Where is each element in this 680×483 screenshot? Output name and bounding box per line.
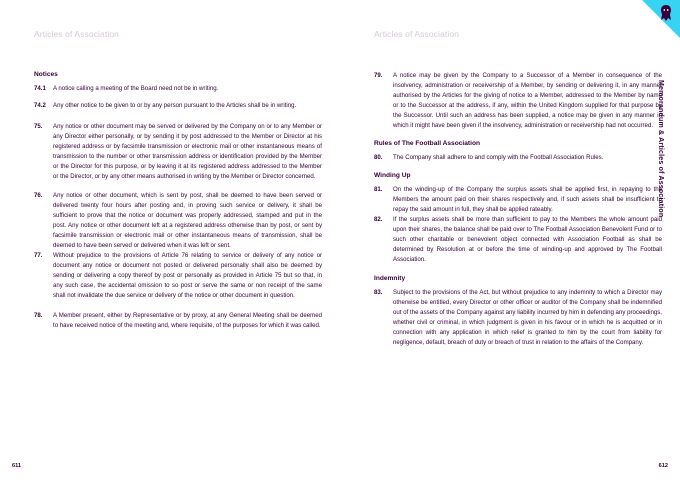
clause-text: Any notice or other document may be served or delivered by the Company on or to any Member or any Director either personally, or by sending it by post addressed to the Member or Director at his registered address or by facsimile transmission or electronic mail or other instantaneous means of transmission to the number or other transmission address or identification provided by the Member or the Director for this purpose, or by leaving it at its registered address addressed to the Member or the Director, or by any other means authorised in writing by the Member or Director concerned. — [53, 123, 322, 180]
clause-text: If the surplus assets shall be more than sufficient to pay to the Members the whole amount paid upon their shares, the balance shall be paid over to The Football Association Benevolent Fund or to such other charitable or benevolent object connected with Association Football as shall be determined by Resolution at or before the time of winding-up and approved by The Football Association. — [393, 216, 662, 263]
clause-77 — [34, 251, 322, 301]
clause-75 — [34, 122, 322, 182]
clause-number: 77. — [34, 252, 43, 259]
clause-76 — [34, 191, 322, 251]
page-number-left: 611 — [12, 463, 22, 469]
running-head-left: Articles of Association — [34, 29, 119, 39]
clause-79 — [374, 71, 662, 131]
right-content — [374, 71, 662, 348]
clause-74-1 — [34, 84, 322, 94]
heading-indemnity: Indemnity — [374, 275, 406, 282]
clause-text: A notice may be given by the Company to a Successor of a Member in consequence of the insolvency, administration or receivership of a Member, by sending or delivering it, in any manner authorised by the Articles for the giving of notice to a Member, addressed to the Member by name or to the Successor at the address, if any, within the United Kingdom supplied for that purpose by the Successor. Until such an address has been supplied, a notice may be given in any manner in which it might have been given if the insolvency, administration or receivership had not occurred. — [393, 72, 662, 129]
running-head-right: Articles of Association — [374, 29, 459, 39]
clause-text: A notice calling a meeting of the Board need not be in writing. — [53, 85, 219, 92]
heading-winding-up: Winding Up — [374, 172, 411, 179]
clause-83 — [374, 288, 662, 348]
clause-number: 83. — [374, 289, 383, 296]
clause-number: 78. — [34, 312, 43, 319]
clause-text: Any other notice to be given to or by any person pursuant to the Articles shall be in writing. — [53, 102, 297, 109]
clause-number: 81. — [374, 186, 383, 193]
clause-number: 74.1 — [34, 85, 46, 92]
side-title: Memorandum & Articles of Association — [657, 80, 664, 218]
clause-80 — [374, 153, 662, 163]
clause-74-2 — [34, 101, 322, 111]
clause-number: 75. — [34, 123, 43, 130]
left-content — [34, 71, 322, 331]
clause-81 — [374, 185, 662, 215]
clause-number: 79. — [374, 72, 383, 79]
clause-text: The Company shall adhere to and comply with the Football Association Rules. — [393, 154, 604, 161]
clause-text: Any notice or other document, which is sent by post, shall be deemed to have been served or delivered twenty four hours after posting and, in proving such service or delivery, it shall be sufficient to prove that the notice or document was properly addressed, stamped and put in the post. Any notice or other document left at a registered address otherwise than by post, or sent by facsimile transmission or electronic mail or other instantaneous means of transmission, shall be deemed to have been served or delivered when it was left or sent. — [53, 192, 322, 249]
right-page — [340, 0, 680, 483]
heading-notices: Notices — [34, 71, 58, 78]
clause-82 — [374, 215, 662, 265]
clause-text: On the winding-up of the Company the surplus assets shall be applied first, in repaying to the Members the amount paid on their shares respectively and, if such assets shall be insufficient to repay the said amount in full, they shall be applied rateably. — [393, 186, 662, 213]
heading-fa-rules: Rules of The Football Association — [374, 140, 480, 147]
clause-78 — [34, 311, 322, 331]
clause-number: 82. — [374, 216, 383, 223]
clause-number: 80. — [374, 154, 383, 161]
page-number-right: 612 — [658, 463, 668, 469]
clause-text: Subject to the provisions of the Act, but without prejudice to any indemnity to which a Director may otherwise be entitled, every Director or other officer or auditor of the Company shall be indemnified out of the assets of the Company against any liability incurred by him in defending any proceedings, whether civil or criminal, in which judgment is given in his favour or in which he is acquitted or in connection with any application in which relief is granted to him by the court from liability for negligence, default, breach of duty or breach of trust in relation to the affairs of the Company. — [393, 289, 662, 346]
clause-number: 76. — [34, 192, 43, 199]
clause-number: 74.2 — [34, 102, 46, 109]
premier-league-lion-icon — [658, 4, 674, 22]
clause-text: A Member present, either by Representative or by proxy, at any General Meeting shall be deemed to have received notice of the meeting and, where requisite, of the purposes for which it was called. — [53, 312, 322, 329]
clause-text: Without prejudice to the provisions of Article 76 relating to service or delivery of any notice or document any notice or document not posted or delivered personally shall also be deemed by sending or delivering a copy thereof by post or personally as provided in Article 75 but so that, in any such case, the accidental omission to so post or serve the same or non receipt of the same shall not invalidate the due service or delivery of the notice or other document in question. — [53, 252, 322, 299]
